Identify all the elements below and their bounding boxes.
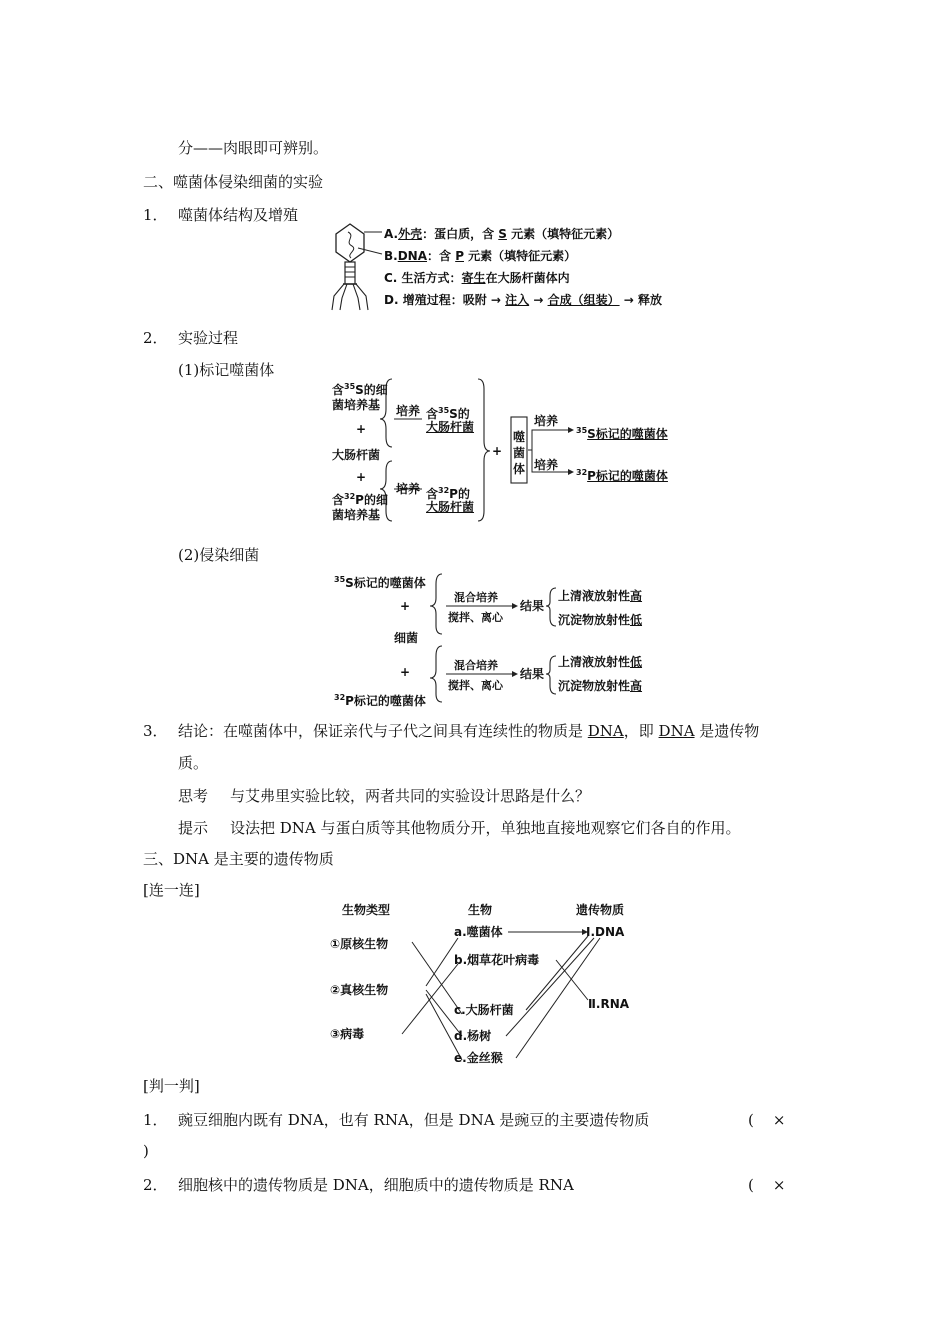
s-result: 含$^{35}$S的 [426,406,470,421]
hint-label: 提示 [178,819,209,837]
organism-b: b.烟草花叶病毒 [454,953,540,967]
judge2-text: 细胞核中的遗传物质是 DNA，细胞质中的遗传物质是 RNA [178,1176,574,1194]
conclusion-text: 结论：在噬菌体中，保证亲代与子代之间具有连续性的物质是 DNA，即 DNA 是遗传物 [178,722,760,740]
item3-num: 3． [143,722,168,740]
bacteria-label: 细菌 [394,631,419,645]
organism-e: e.金丝猴 [454,1051,503,1065]
col-header-material: 遗传物质 [576,903,625,917]
phage-box-1: 噬 [513,430,526,444]
s-result-line2: 大肠杆菌 [426,420,475,434]
intro-line: 分——肉眼即可辨别。 [178,139,329,157]
judge1-mark: ( × [748,1111,786,1129]
judge2-mark: ( × [748,1176,786,1194]
p-phage: $^{32}$P标记的噬菌体 [334,693,426,708]
sub2-title: (2)侵染细菌 [178,546,260,564]
hint-text: 设法把 DNA 与蛋白质等其他物质分开，单独地直接地观察它们各自的作用。 [230,819,741,837]
mix-2: 混合培养 [454,659,498,672]
organism-a: a.噬菌体 [454,925,503,939]
p-result: 含$^{32}$P的 [426,486,470,501]
col-header-type: 生物类型 [342,903,391,917]
material-rna: Ⅱ.RNA [588,997,630,1011]
culture-1: 培养 [396,404,421,418]
think-text: 与艾弗里实验比较，两者共同的实验设计思路是什么？ [230,787,591,805]
type-virus: ③病毒 [330,1027,365,1041]
think-label: 思考 [178,787,209,805]
s-labeled-phage: $^{35}$S标记的噬菌体 [576,426,668,441]
item2-title: 实验过程 [178,329,239,347]
link-title: [连一连] [143,881,200,899]
culture-4: 培养 [534,458,559,472]
judge1-text: 豌豆细胞内既有 DNA，也有 RNA，但是 DNA 是豌豆的主要遗传物质 [178,1111,650,1129]
section3-heading: 三、DNA 是主要的遗传物质 [143,850,334,868]
culture-3: 培养 [534,414,559,428]
plus-4: + [400,599,411,613]
stir-2: 搅拌、离心 [448,679,503,692]
p-medium: 含$^{32}$P的细 [332,492,388,507]
phage-box-2: 菌 [513,446,526,460]
sediment-2: 沉淀物放射性高 [558,679,643,693]
item1-title: 噬菌体结构及增殖 [178,206,299,224]
organism-d: d.杨树 [454,1029,492,1043]
culture-2: 培养 [396,482,421,496]
plus-1: + [356,422,367,436]
item1-num: 1． [143,206,168,224]
infection-diagram [330,566,670,708]
result-1: 结果 [520,599,545,613]
sub1-title: (1)标记噬菌体 [178,361,275,379]
matching-diagram [326,898,646,1070]
col-header-organism: 生物 [468,903,493,917]
type-prokaryote: ①原核生物 [330,937,389,951]
structure-b: B.DNA：含 P 元素（填特征元素） [384,249,577,263]
s-medium: 含$^{35}$S的细 [332,382,388,397]
mix-1: 混合培养 [454,591,498,604]
s-medium-line2: 菌培养基 [332,398,381,412]
ecoli-label: 大肠杆菌 [332,448,381,462]
structure-c: C. 生活方式：寄生在大肠杆菌体内 [384,271,570,285]
result-2: 结果 [520,667,545,681]
p-result-line2: 大肠杆菌 [426,500,475,514]
p-medium-line2: 菌培养基 [332,508,381,522]
supernatant-2: 上清液放射性低 [558,655,643,669]
material-dna: Ⅰ.DNA [586,925,625,939]
phage-structure-diagram [326,222,666,314]
plus-2: + [356,470,367,484]
structure-d: D. 增殖过程：吸附 → 注入 → 合成（组装） → 释放 [384,293,663,307]
conclusion-line2: 质。 [178,754,209,772]
supernatant-1: 上清液放射性高 [558,589,643,603]
sediment-1: 沉淀物放射性低 [558,613,643,627]
judge-title: [判一判] [143,1077,200,1095]
stir-1: 搅拌、离心 [448,611,503,624]
plus-3: + [492,444,503,458]
plus-5: + [400,665,411,679]
phage-box-3: 体 [513,462,526,476]
s-phage: $^{35}$S标记的噬菌体 [334,575,426,590]
type-eukaryote: ②真核生物 [330,983,389,997]
judge2-num: 2． [143,1176,168,1194]
section2-heading: 二、噬菌体侵染细菌的实验 [143,173,324,191]
label-phage-diagram [328,375,668,525]
judge1-num: 1． [143,1111,168,1129]
item2-num: 2． [143,329,168,347]
structure-a: A.外壳：蛋白质，含 S 元素（填特征元素） [384,227,620,241]
organism-c: c.大肠杆菌 [454,1003,514,1017]
judge1-close: ) [143,1142,149,1160]
p-labeled-phage: $^{32}$P标记的噬菌体 [576,468,668,483]
